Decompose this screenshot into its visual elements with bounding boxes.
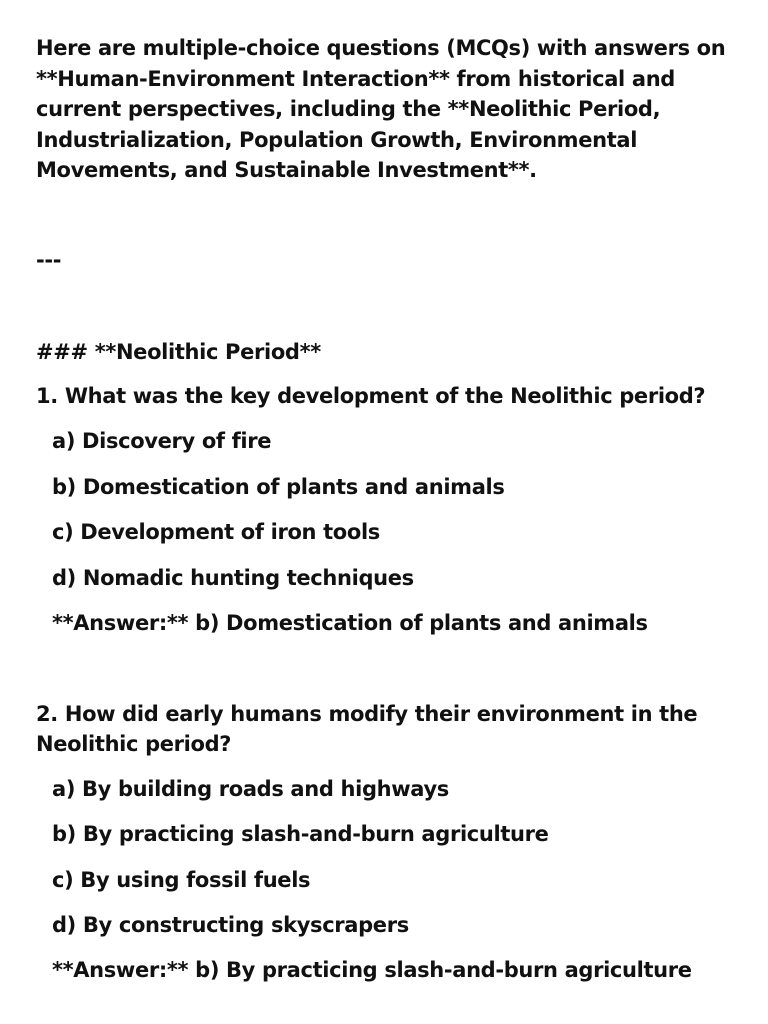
question-2-option-b: b) By practicing slash-and-burn agriculture xyxy=(52,822,549,846)
question-1-option-b: b) Domestication of plants and animals xyxy=(52,475,505,499)
question-2-answer: **Answer:** b) By practicing slash-and-burn agriculture xyxy=(52,958,692,982)
intro-line-3: current perspectives, including the **Neolithic Period, xyxy=(36,97,661,121)
question-1-option-a: a) Discovery of fire xyxy=(52,429,272,453)
question-1-option-c: c) Development of iron tools xyxy=(52,520,380,544)
question-2-option-a: a) By building roads and highways xyxy=(52,777,449,801)
separator: --- xyxy=(36,248,62,272)
intro-line-2: **Human-Environment Interaction** from historical and xyxy=(36,67,675,91)
intro-line-4: Industrialization, Population Growth, Environmental xyxy=(36,128,638,152)
section-heading: ### **Neolithic Period** xyxy=(36,340,321,364)
question-2-option-c: c) By using fossil fuels xyxy=(52,868,311,892)
question-1-text: 1. What was the key development of the Neolithic period? xyxy=(36,384,706,408)
intro-line-1: Here are multiple-choice questions (MCQs) with answers on xyxy=(36,36,726,60)
question-1-option-d: d) Nomadic hunting techniques xyxy=(52,566,414,590)
question-1-answer: **Answer:** b) Domestication of plants and animals xyxy=(52,611,648,635)
question-2-option-d: d) By constructing skyscrapers xyxy=(52,913,409,937)
question-2-text-line-1: 2. How did early humans modify their environment in the xyxy=(36,702,698,726)
intro-line-5: Movements, and Sustainable Investment**. xyxy=(36,158,537,182)
question-2-text-line-2: Neolithic period? xyxy=(36,732,232,756)
